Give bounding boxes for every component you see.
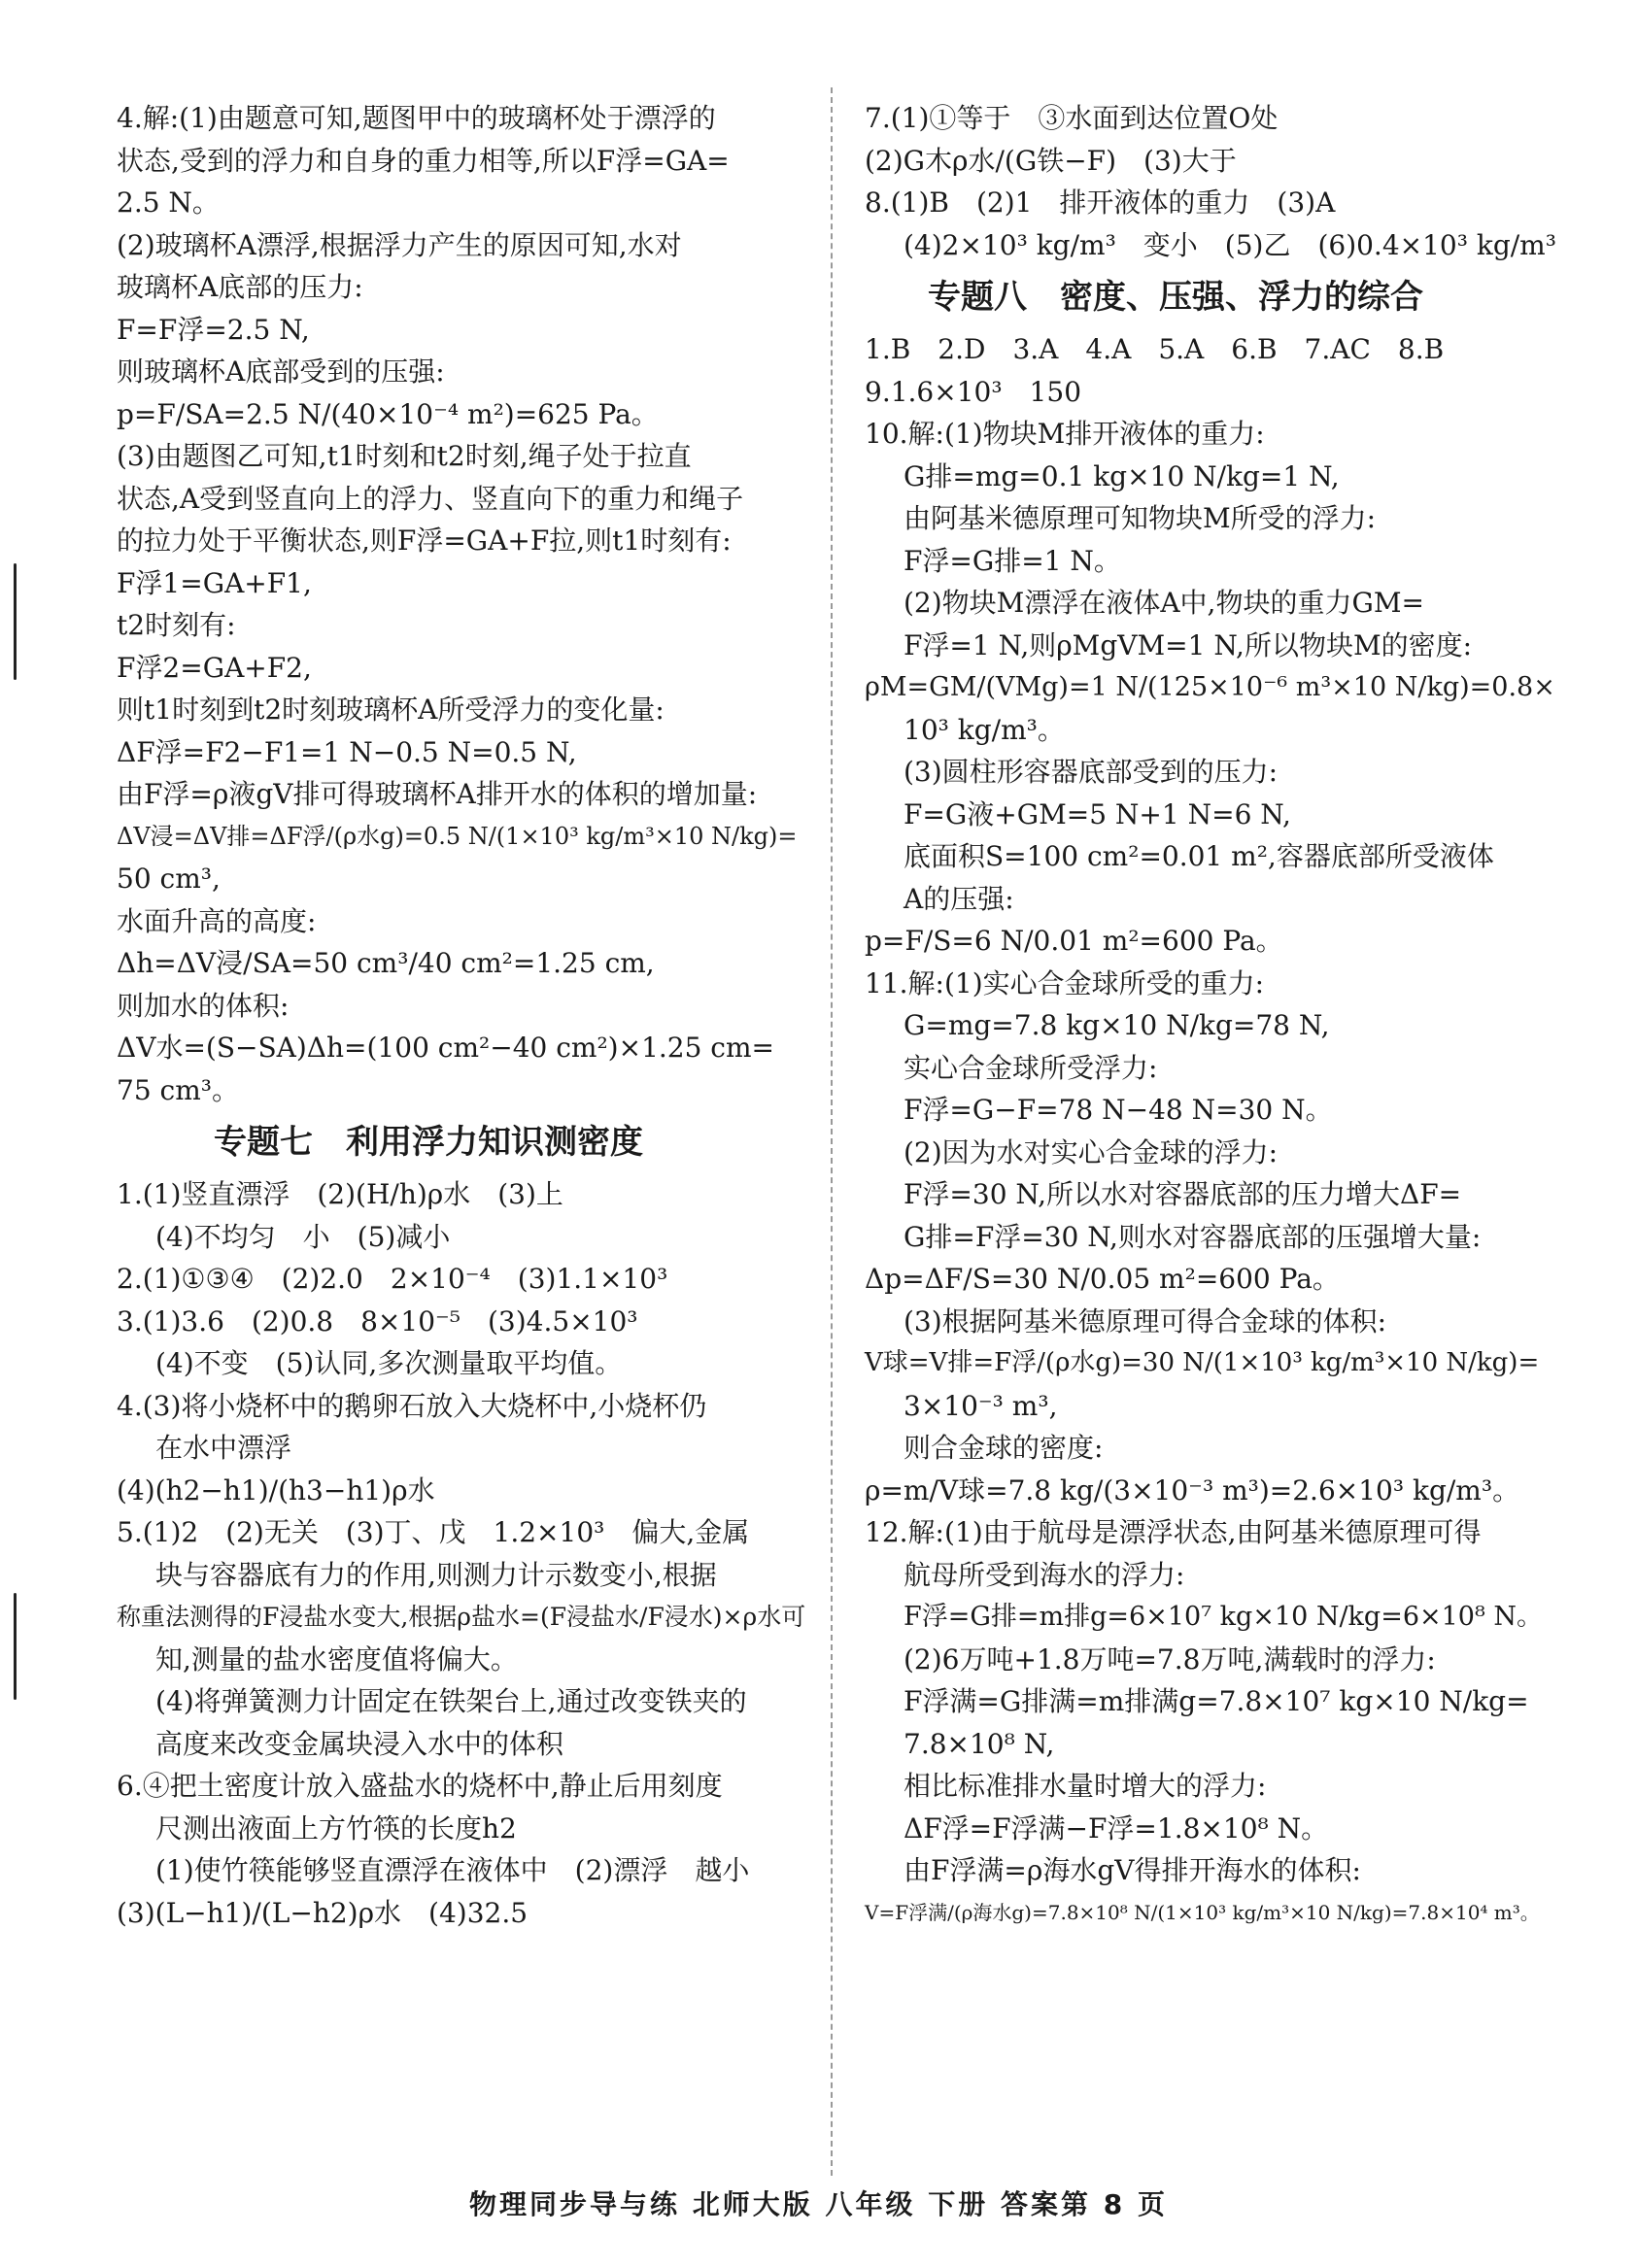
formula-line: Δp=ΔF/S=30 N/0.05 m²=600 Pa。 [865,1263,1340,1295]
answer-line: 则玻璃杯A底部受到的压强: [117,355,445,388]
answer-line: 7.(1)①等于 ③水面到达位置O处 [865,102,1279,134]
section-heading: 专题八 密度、压强、浮力的综合 [928,278,1423,317]
binding-mark-bottom [14,1593,17,1700]
formula-line: V=F浮满/(ρ海水g)=7.8×10⁸ N/(1×10³ kg/m³×10 N/kg)=7.8×10⁴ m³。 [865,1900,1540,1924]
answer-line: 1.B 2.D 3.A 4.A 5.A 6.B 7.AC 8.B [865,333,1445,365]
answer-line: 尺测出液面上方竹筷的长度h2 [155,1811,517,1845]
answer-line: 玻璃杯A底部的压力: [117,271,363,303]
answer-line: 10.解:(1)物块M排开液体的重力: [865,418,1265,450]
answer-line: 4.(3)将小烧杯中的鹅卵石放入大烧杯中,小烧杯仍 [117,1389,707,1422]
answer-line: ΔF浮=F浮满−F浮=1.8×10⁸ N。 [904,1811,1329,1845]
answer-line: 航母所受到海水的浮力: [904,1558,1185,1591]
answer-line: A的压强: [904,882,1014,915]
answer-line: 相比标准排水量时增大的浮力: [904,1770,1267,1802]
answer-line: 由F浮=ρ液gV排可得玻璃杯A排开水的体积的增加量: [117,778,758,810]
answer-line: G排=F浮=30 N,则水对容器底部的压强增大量: [904,1220,1482,1253]
answer-line: 在水中漂浮 [155,1432,292,1464]
formula-line: p=F/SA=2.5 N/(40×10⁻⁴ m²)=625 Pa。 [117,397,659,430]
answer-line: 高度来改变金属块浸入水中的体积 [155,1727,564,1760]
answer-line: 2.5 N。 [117,186,220,219]
answer-line: F浮=1 N,则ρMgVM=1 N,所以物块M的密度: [904,628,1473,661]
answer-line: (4)不变 (5)认同,多次测量取平均值。 [155,1347,623,1379]
formula-line: V球=V排=F浮/(ρ水g)=30 N/(1×10³ kg/m³×10 N/kg)= [865,1348,1540,1377]
answer-line: 水面升高的高度: [117,904,317,937]
answer-line: F=F浮=2.5 N, [117,313,310,346]
answer-line: 50 cm³, [117,863,221,895]
answer-line: 则加水的体积: [117,989,290,1022]
formula-line: p=F/S=6 N/0.01 m²=600 Pa。 [865,925,1283,957]
answer-line: (4)将弹簧测力计固定在铁架台上,通过改变铁夹的 [155,1685,747,1717]
answer-line: G排=mg=0.1 kg×10 N/kg=1 N, [904,459,1340,492]
answer-line: (2)物块M漂浮在液体A中,物块的重力GM= [904,587,1424,619]
answer-line: F浮=G排=m排g=6×10⁷ kg×10 N/kg=6×10⁸ N。 [904,1602,1544,1632]
answer-line: 则t1时刻到t2时刻玻璃杯A所受浮力的变化量: [117,694,665,726]
formula-line: ΔV浸=ΔV排=ΔF浮/(ρ水g)=0.5 N/(1×10³ kg/m³×10 N/kg)= [117,822,798,850]
answer-line: (2)因为水对实心合金球的浮力: [904,1135,1279,1168]
answer-line: 6.④把土密度计放入盛盐水的烧杯中,静止后用刻度 [117,1770,723,1802]
answer-line: 9.1.6×10³ 150 [865,375,1082,408]
answer-line: t2时刻有: [117,609,236,641]
answer-line: (4)不均匀 小 (5)减小 [155,1220,451,1253]
answer-line: 块与容器底有力的作用,则测力计示数变小,根据 [155,1558,717,1591]
answer-line: 4.解:(1)由题意可知,题图甲中的玻璃杯处于漂浮的 [117,102,716,134]
formula-line: 1.(1)竖直漂浮 (2)(H/h)ρ水 (3)上 [117,1178,563,1210]
formula-line: (3)(L−h1)/(L−h2)ρ水 (4)32.5 [117,1896,529,1929]
answer-line: 2.(1)①③④ (2)2.0 2×10⁻⁴ (3)1.1×10³ [117,1263,668,1295]
answer-line: 8.(1)B (2)1 排开液体的重力 (3)A [865,186,1336,219]
answer-line: 5.(1)2 (2)无关 (3)丁、戊 1.2×10³ 偏大,金属 [117,1516,750,1548]
answer-line: 7.8×10⁸ N, [904,1727,1055,1760]
answer-line: ΔF浮=F2−F1=1 N−0.5 N=0.5 N, [117,735,577,768]
answer-line: 状态,受到的浮力和自身的重力相等,所以F浮=GA= [117,144,730,177]
answer-line: (3)根据阿基米德原理可得合金球的体积: [904,1304,1387,1337]
formula-line: (2)G木ρ水/(G铁−F) (3)大于 [865,144,1237,177]
answer-line: 3.(1)3.6 (2)0.8 8×10⁻⁵ (3)4.5×10³ [117,1304,638,1337]
answer-line: F=G液+GM=5 N+1 N=6 N, [904,797,1291,830]
formula-line: 称重法测得的F浸盐水变大,根据ρ盐水=(F浸盐水/F浸水)×ρ水可 [117,1603,806,1631]
answer-line: F浮2=GA+F2, [117,651,312,684]
answer-line: F浮1=GA+F1, [117,566,312,599]
answer-line: 11.解:(1)实心合金球所受的重力: [865,966,1265,999]
answer-line: ΔV水=(S−SA)Δh=(100 cm²−40 cm²)×1.25 cm= [117,1032,775,1064]
left-column [117,97,816,1934]
answer-line: (2)6万吨+1.8万吨=7.8万吨,满载时的浮力: [904,1642,1436,1676]
section-heading: 专题七 利用浮力知识测密度 [214,1123,643,1162]
answer-line: (1)使竹筷能够竖直漂浮在液体中 (2)漂浮 越小 [155,1854,750,1886]
answer-line: 12.解:(1)由于航母是漂浮状态,由阿基米德原理可得 [865,1516,1482,1548]
formula-line: (4)(h2−h1)/(h3−h1)ρ水 [117,1473,435,1506]
answer-line: F浮=G−F=78 N−48 N=30 N。 [904,1094,1333,1126]
answer-line: (3)圆柱形容器底部受到的压力: [904,756,1279,788]
page-footer: 物理同步导与练 北师大版 八年级 下册 答案第 8 页 [469,2188,1168,2220]
answer-line: 状态,A受到竖直向上的浮力、竖直向下的重力和绳子 [117,482,744,515]
answer-line: 实心合金球所受浮力: [904,1051,1158,1084]
answer-line: F浮=30 N,所以水对容器底部的压力增大ΔF= [904,1178,1462,1210]
answer-line: 的拉力处于平衡状态,则F浮=GA+F拉,则t1时刻有: [117,525,732,557]
answer-line: 10³ kg/m³。 [904,713,1065,746]
answer-line: G=mg=7.8 kg×10 N/kg=78 N, [904,1009,1330,1041]
formula-line: ρM=GM/(VMg)=1 N/(125×10⁻⁶ m³×10 N/kg)=0.8× [865,672,1555,702]
binding-mark-top [14,563,17,680]
answer-line: 3×10⁻³ m³, [904,1389,1058,1422]
answer-line: 则合金球的密度: [904,1432,1104,1464]
answer-line: (4)2×10³ kg/m³ 变小 (5)乙 (6)0.4×10³ kg/m³ [904,228,1556,261]
answer-line: 由F浮满=ρ海水gV得排开海水的体积: [904,1854,1361,1886]
answer-line: 75 cm³。 [117,1073,239,1106]
right-column [865,97,1564,1934]
answer-line: (3)由题图乙可知,t1时刻和t2时刻,绳子处于拉直 [117,440,692,472]
formula-line: Δh=ΔV浸/SA=50 cm³/40 cm²=1.25 cm, [117,947,655,979]
answer-line: 由阿基米德原理可知物块M所受的浮力: [904,502,1377,534]
answer-line: 底面积S=100 cm²=0.01 m²,容器底部所受液体 [904,840,1494,872]
column-divider [831,87,833,2176]
answer-line: (2)玻璃杯A漂浮,根据浮力产生的原因可知,水对 [117,228,682,261]
formula-line: ρ=m/V球=7.8 kg/(3×10⁻³ m³)=2.6×10³ kg/m³。 [865,1473,1520,1506]
answer-line: F浮满=G排满=m排满g=7.8×10⁷ kg×10 N/kg= [904,1685,1529,1717]
answer-line: F浮=G排=1 N。 [904,544,1121,577]
answer-line: 知,测量的盐水密度值将偏大。 [155,1642,518,1676]
